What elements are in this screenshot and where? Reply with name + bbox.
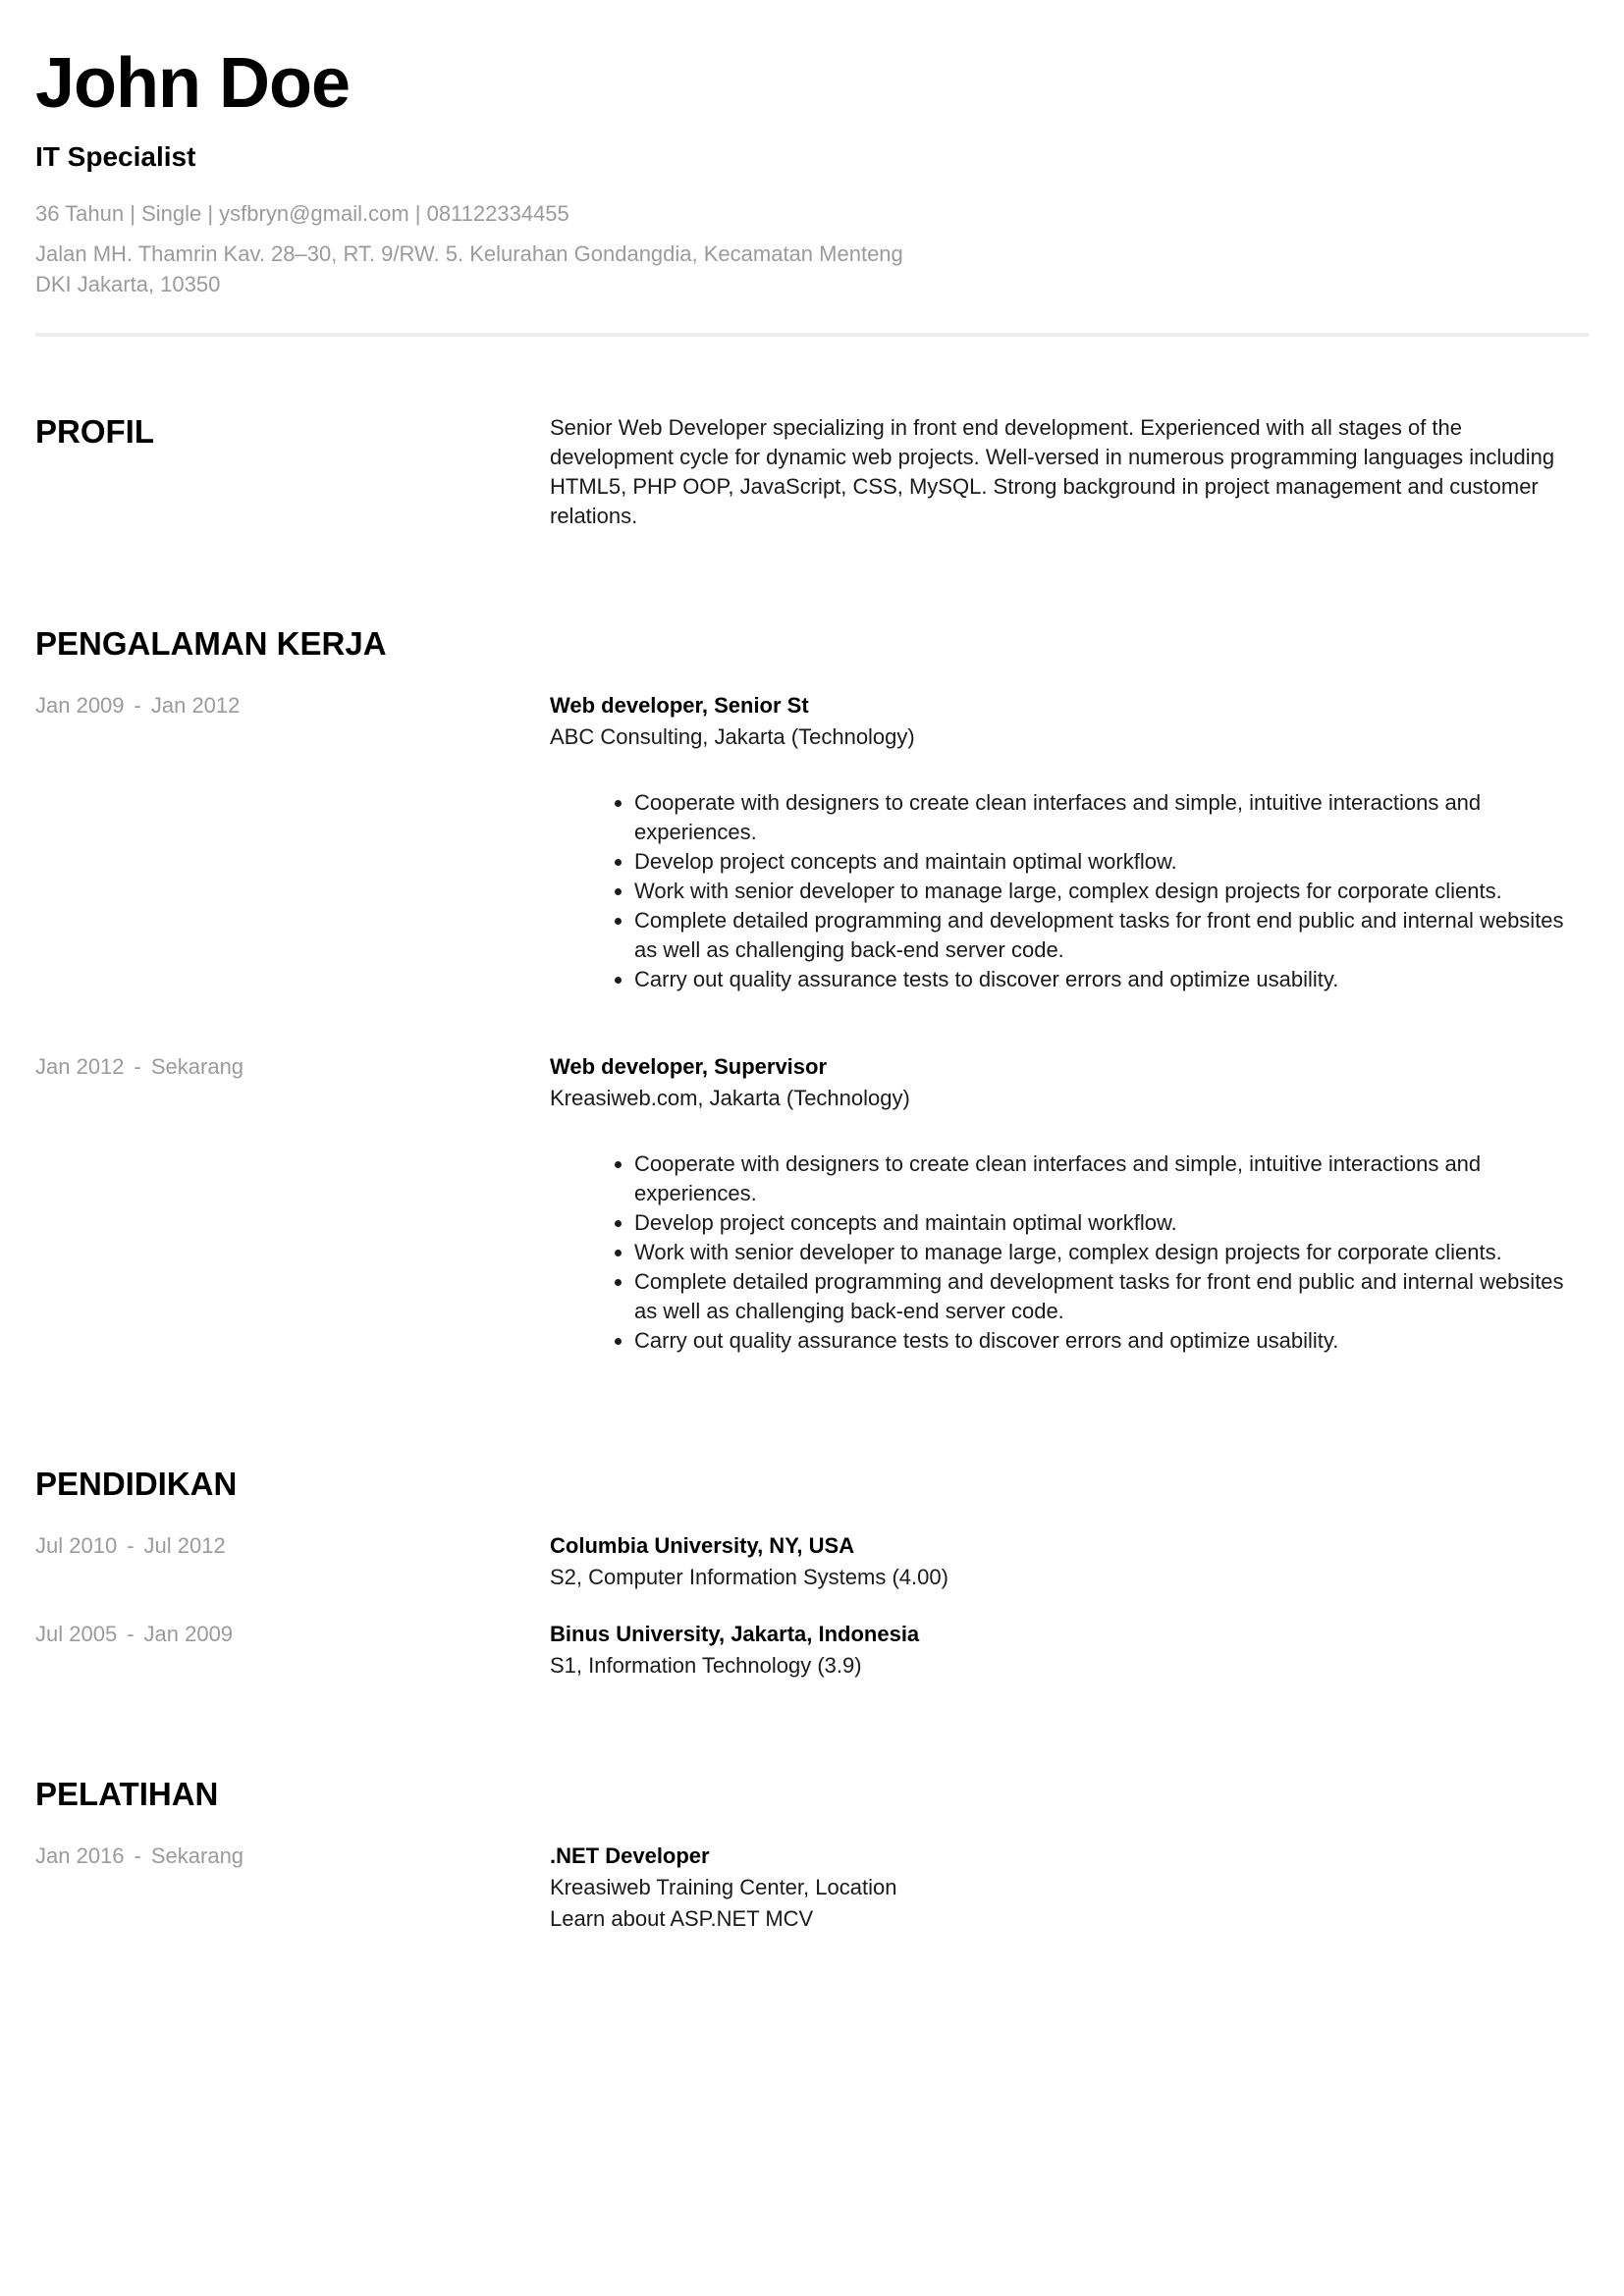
- address-line-2: DKI Jakarta, 10350: [35, 271, 221, 296]
- date-separator: -: [134, 1053, 141, 1079]
- job-date-cell: [35, 1051, 550, 1356]
- job-date-range: [35, 693, 240, 718]
- job-bullet-list: [550, 788, 1589, 994]
- job-detail-cell: [550, 690, 1589, 994]
- address-line-1: Jalan MH. Thamrin Kav. 28–30, RT. 9/RW. 5. Kelurahan Gondangdia, Kecamatan Menteng: [35, 240, 903, 266]
- education-school: Columbia University, NY, USA: [550, 1532, 855, 1558]
- date-separator: -: [127, 1621, 135, 1646]
- education-degree: S2, Computer Information Systems (4.00): [550, 1564, 948, 1589]
- job-bullet: • Work with senior developer to manage large, complex design projects for corporate clients.: [634, 1238, 1589, 1267]
- job-position-title: Web developer, Senior St: [550, 692, 809, 718]
- job-company: Kreasiweb.com, Jakarta (Technology): [550, 1085, 910, 1110]
- education-detail-cell: [550, 1530, 1589, 1593]
- education-date-cell: [35, 1530, 550, 1593]
- training-organization: Kreasiweb Training Center, Location: [550, 1874, 897, 1899]
- candidate-name: John Doe: [35, 44, 351, 123]
- education-entry: [35, 1619, 1589, 1682]
- training-date-range: [35, 1843, 244, 1868]
- education-detail-cell: [550, 1619, 1589, 1682]
- job-detail-cell: [550, 1051, 1589, 1356]
- job-bullet: • Complete detailed programming and development tasks for front end public and internal websites as well as challenging back-end server code.: [634, 906, 1589, 965]
- training-date-end: Sekarang: [150, 1842, 244, 1868]
- job-bullet: • Cooperate with designers to create clean interfaces and simple, intuitive interactions and experiences.: [634, 788, 1589, 847]
- section-pelatihan: [35, 1776, 1589, 1935]
- date-separator: -: [127, 1532, 135, 1558]
- education-date-start: Jul 2010: [35, 1532, 118, 1558]
- training-date-cell: [35, 1841, 550, 1935]
- job-date-end: Sekarang: [150, 1053, 244, 1079]
- section-pendidikan: [35, 1466, 1589, 1682]
- pelatihan-section-heading: PELATIHAN: [35, 1775, 219, 1812]
- profil-summary-text: Senior Web Developer specializing in front end development. Experienced with all stages of the development cycle for dynamic web projects. Well-versed in numerous programming languages including HTML5, PHP OOP, JavaScript, CSS, MySQL. Strong background in project management and customer relations.: [550, 414, 1555, 528]
- education-entry: [35, 1530, 1589, 1593]
- job-date-start: Jan 2012: [35, 1053, 125, 1079]
- job-position-title: Web developer, Supervisor: [550, 1053, 828, 1079]
- job-list: [35, 690, 1589, 1356]
- education-school: Binus University, Jakarta, Indonesia: [550, 1621, 920, 1646]
- pengalaman-section-heading: PENGALAMAN KERJA: [35, 624, 387, 662]
- date-separator: -: [134, 1842, 141, 1868]
- job-bullet: • Develop project concepts and maintain optimal workflow.: [634, 1208, 1589, 1238]
- education-date-range: [35, 1533, 226, 1558]
- profil-heading-cell: [35, 413, 550, 531]
- date-separator: -: [134, 692, 141, 718]
- job-bullet: • Carry out quality assurance tests to discover errors and optimize usability.: [634, 1326, 1589, 1356]
- training-description: Learn about ASP.NET MCV: [550, 1905, 814, 1931]
- education-date-range: [35, 1622, 233, 1646]
- job-entry: [35, 1051, 1589, 1356]
- section-profil: [35, 413, 1589, 531]
- education-date-start: Jul 2005: [35, 1621, 118, 1646]
- contact-line: 36 Tahun | Single | ysfbryn@gmail.com | 081122334455: [35, 200, 569, 226]
- job-date-cell: [35, 690, 550, 994]
- education-date-end: Jan 2009: [143, 1621, 234, 1646]
- training-title: .NET Developer: [550, 1842, 710, 1868]
- section-pengalaman-kerja: [35, 625, 1589, 1356]
- education-date-cell: [35, 1619, 550, 1682]
- job-entry: [35, 690, 1589, 994]
- education-date-end: Jul 2012: [143, 1532, 226, 1558]
- resume-header: [35, 45, 1589, 299]
- education-degree: S1, Information Technology (3.9): [550, 1652, 862, 1678]
- training-detail-cell: [550, 1841, 1589, 1935]
- job-bullet: • Carry out quality assurance tests to discover errors and optimize usability.: [634, 965, 1589, 994]
- profil-content-cell: [550, 413, 1589, 531]
- job-date-end: Jan 2012: [150, 692, 241, 718]
- profil-section-heading: PROFIL: [35, 412, 154, 450]
- job-bullet: • Cooperate with designers to create clean interfaces and simple, intuitive interactions and experiences.: [634, 1149, 1589, 1208]
- training-date-start: Jan 2016: [35, 1842, 125, 1868]
- job-bullet-list: [550, 1149, 1589, 1356]
- candidate-job-title: IT Specialist: [35, 141, 196, 173]
- job-date-range: [35, 1054, 244, 1079]
- pendidikan-section-heading: PENDIDIKAN: [35, 1465, 238, 1502]
- header-divider: [35, 333, 1589, 337]
- job-bullet: • Work with senior developer to manage large, complex design projects for corporate clients.: [634, 877, 1589, 906]
- job-bullet: • Develop project concepts and maintain optimal workflow.: [634, 847, 1589, 877]
- training-entry: [35, 1841, 1589, 1935]
- education-list: [35, 1530, 1589, 1682]
- training-list: [35, 1841, 1589, 1935]
- job-company: ABC Consulting, Jakarta (Technology): [550, 723, 915, 749]
- job-bullet: • Complete detailed programming and development tasks for front end public and internal websites as well as challenging back-end server code.: [634, 1267, 1589, 1326]
- job-date-start: Jan 2009: [35, 692, 125, 718]
